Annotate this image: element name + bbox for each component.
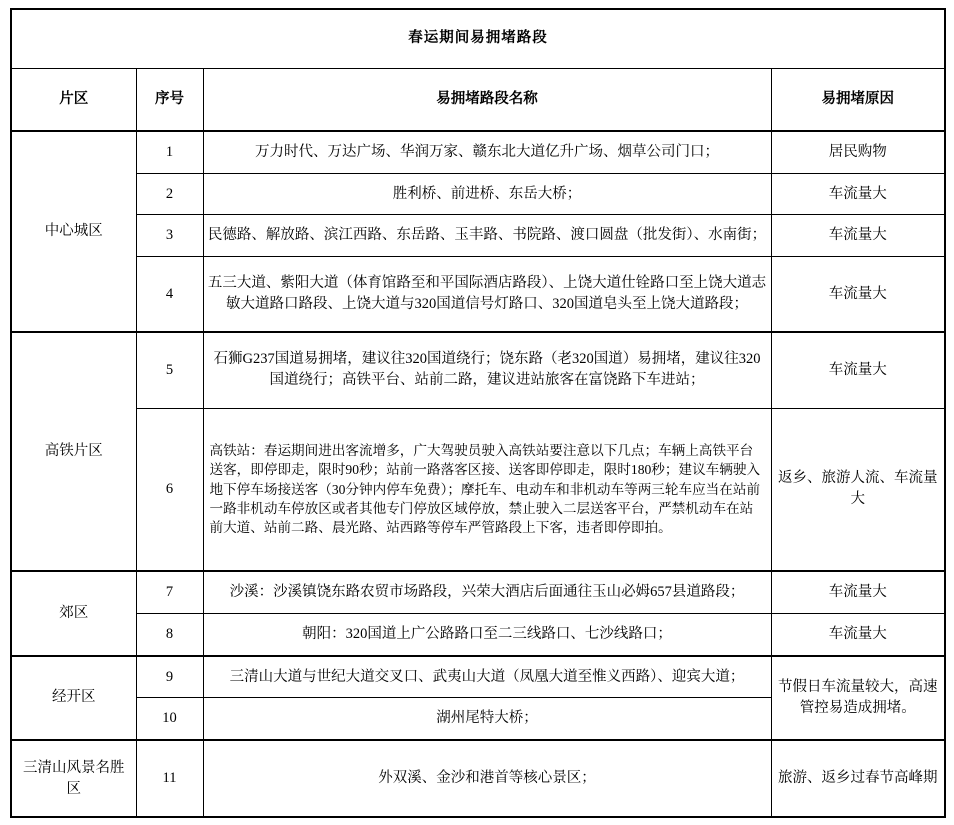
table-row	[11, 571, 945, 613]
cause-text: 返乡、旅游人流、车流量大	[771, 408, 945, 571]
row-number: 10	[136, 698, 203, 740]
table-row	[11, 131, 945, 173]
table-row	[11, 256, 945, 332]
road-name: 湖州尾特大桥；	[203, 698, 771, 740]
table-sheet	[10, 8, 944, 818]
title-row	[11, 9, 945, 69]
cause-text: 车流量大	[771, 332, 945, 408]
row-number: 6	[136, 408, 203, 571]
cause-text: 车流量大	[771, 613, 945, 655]
header-cause: 易拥堵原因	[771, 69, 945, 132]
road-name: 五三大道、紫阳大道（体育馆路至和平国际酒店路段）、上饶大道仕铨路口至上饶大道志敏大道路口路段、上饶大道与320国道信号灯路口、320国道皂头至上饶大道路段；	[203, 256, 771, 332]
row-number: 7	[136, 571, 203, 613]
header-no: 序号	[136, 69, 203, 132]
congestion-table	[10, 8, 946, 818]
row-number: 3	[136, 215, 203, 257]
cause-text: 居民购物	[771, 131, 945, 173]
table-row	[11, 215, 945, 257]
road-name: 三清山大道与世纪大道交叉口、武夷山大道（凤凰大道至惟义西路）、迎宾大道；	[203, 656, 771, 698]
road-name: 外双溪、金沙和港首等核心景区；	[203, 740, 771, 817]
road-name: 万力时代、万达广场、华润万家、赣东北大道亿升广场、烟草公司门口；	[203, 131, 771, 173]
table-row	[11, 613, 945, 655]
zone-label-center: 中心城区	[11, 131, 136, 332]
cause-text: 车流量大	[771, 571, 945, 613]
road-name: 高铁站：春运期间进出客流增多，广大驾驶员驶入高铁站要注意以下几点；车辆上高铁平台送客，即停即走，限时90秒；站前一路落客区接、送客即停即走，限时180秒；建议车辆驶入地下停车场接送客（30分钟内停车免费）；摩托车、电动车和非机动车等两三轮车应当在站前一路非机动车停放区或者其他专门停放区域停放，禁止驶入二层送客平台，严禁机动车在站前大道、站前二路、晨光路、站西路等停车严管路段上下客，违者即停即拍。	[203, 408, 771, 571]
table-row	[11, 408, 945, 571]
row-number: 8	[136, 613, 203, 655]
table-row	[11, 332, 945, 408]
road-name: 石狮G237国道易拥堵，建议往320国道绕行；饶东路（老320国道）易拥堵，建议往320国道绕行；高铁平台、站前二路，建议进站旅客在富饶路下车进站；	[203, 332, 771, 408]
road-name: 胜利桥、前进桥、东岳大桥；	[203, 173, 771, 215]
cause-text: 车流量大	[771, 215, 945, 257]
table-row	[11, 656, 945, 698]
header-zone: 片区	[11, 69, 136, 132]
zone-label-sanqingshan: 三清山风景名胜区	[11, 740, 136, 817]
row-number: 2	[136, 173, 203, 215]
cause-text: 节假日车流量较大，高速管控易造成拥堵。	[771, 656, 945, 741]
zone-label-highspeedrail: 高铁片区	[11, 332, 136, 571]
cause-text: 旅游、返乡过春节高峰期	[771, 740, 945, 817]
row-number: 5	[136, 332, 203, 408]
zone-label-suburb: 郊区	[11, 571, 136, 656]
road-name: 沙溪：沙溪镇饶东路农贸市场路段，兴荣大酒店后面通往玉山必姆657县道路段；	[203, 571, 771, 613]
cause-text: 车流量大	[771, 256, 945, 332]
zone-label-devzone: 经开区	[11, 656, 136, 741]
row-number: 4	[136, 256, 203, 332]
row-number: 1	[136, 131, 203, 173]
road-name: 朝阳：320国道上广公路路口至二三线路口、七沙线路口；	[203, 613, 771, 655]
header-row	[11, 69, 945, 132]
table-row	[11, 740, 945, 817]
page-title: 春运期间易拥堵路段	[11, 9, 945, 69]
row-number: 9	[136, 656, 203, 698]
header-name: 易拥堵路段名称	[203, 69, 771, 132]
road-name: 民德路、解放路、滨江西路、东岳路、玉丰路、书院路、渡口圆盘（批发街）、水南街；	[203, 215, 771, 257]
row-number: 11	[136, 740, 203, 817]
cause-text: 车流量大	[771, 173, 945, 215]
table-row	[11, 173, 945, 215]
